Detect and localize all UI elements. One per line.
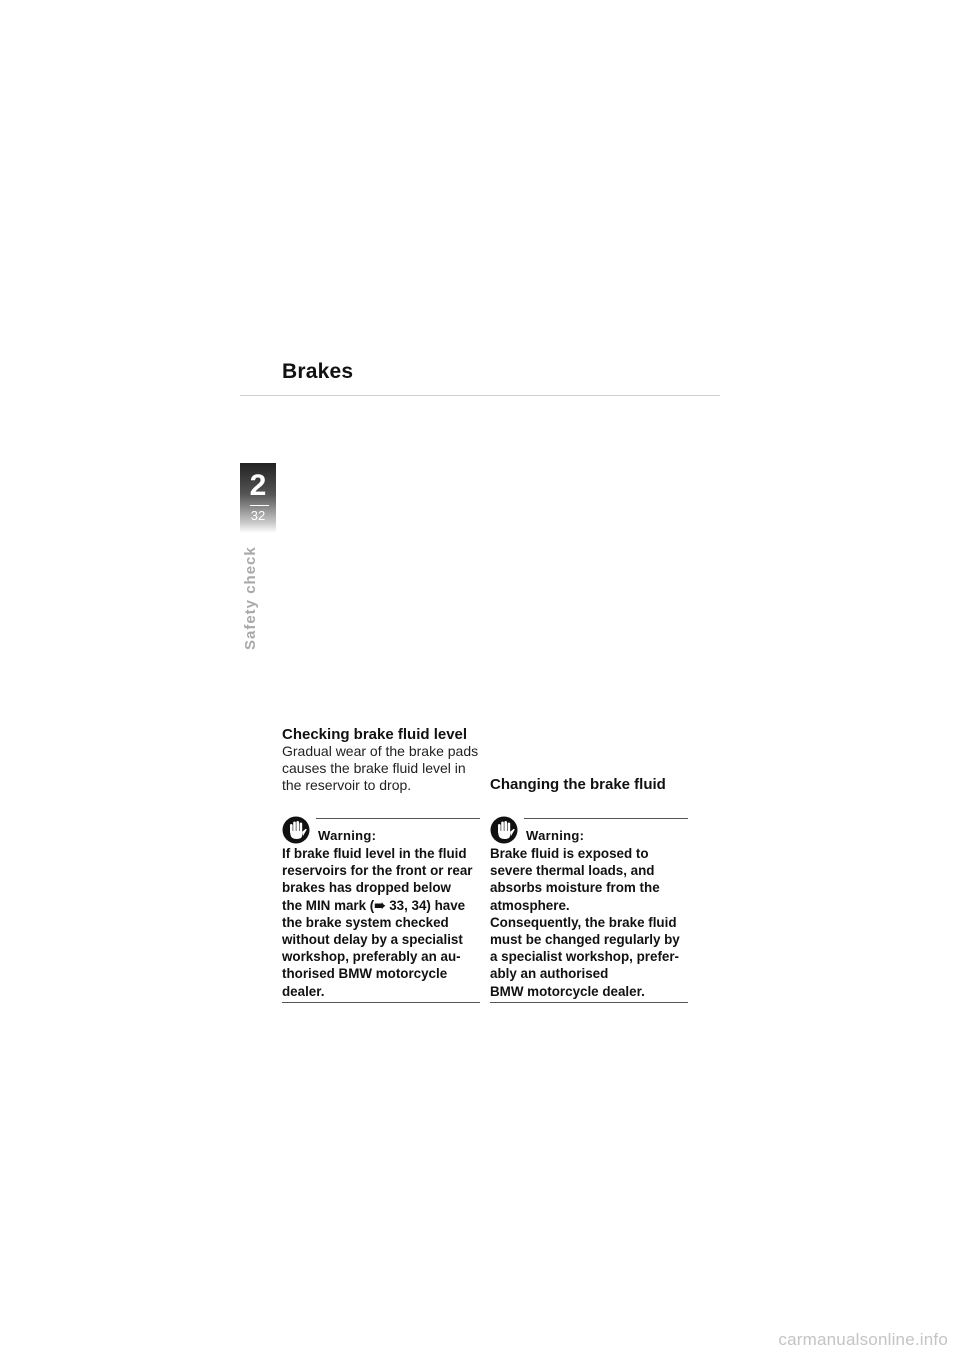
warning-box-right xyxy=(490,818,688,1003)
warning-text: If brake fluid level in the fluid reservoirs for the front or rear brakes has dropped below the MIN mark (➠ 33, 34) have the brake system checked without delay by a specialist workshop, preferably an au- thorised BMW motorcycle dealer. xyxy=(282,846,473,999)
warning-text: Brake fluid is exposed to severe thermal loads, and absorbs moisture from the atmosphere. Consequently, the brake fluid must be changed regularly by a specialist workshop, prefer- ably an authorised BMW motorcycle dealer. xyxy=(490,846,680,999)
warning-top-rule xyxy=(316,818,480,819)
page-title: Brakes xyxy=(282,360,354,383)
right-column xyxy=(490,776,690,793)
warning-bottom-rule xyxy=(282,1002,480,1003)
section-paragraph: Gradual wear of the brake pads causes the brake fluid level in the reservoir to drop. xyxy=(282,743,479,793)
warning-header xyxy=(490,818,688,844)
warning-bottom-rule xyxy=(490,1002,688,1003)
chapter-number: 2 xyxy=(249,469,267,502)
section-heading-checking: Checking brake fluid level xyxy=(282,726,468,743)
section-side-label: Safety check xyxy=(242,546,259,650)
warning-header xyxy=(282,818,480,844)
left-column xyxy=(282,726,482,794)
warning-label: Warning: xyxy=(318,828,377,843)
warning-box-left xyxy=(282,818,480,1003)
chapter-divider xyxy=(250,505,269,506)
page-number: 32 xyxy=(250,508,266,523)
site-watermark: carmanualsonline.info xyxy=(778,1330,948,1349)
warning-top-rule xyxy=(524,818,688,819)
title-divider xyxy=(240,395,720,396)
warning-hand-icon xyxy=(282,816,310,844)
section-heading-changing: Changing the brake fluid xyxy=(490,776,666,793)
warning-label: Warning: xyxy=(526,828,585,843)
warning-hand-icon xyxy=(490,816,518,844)
